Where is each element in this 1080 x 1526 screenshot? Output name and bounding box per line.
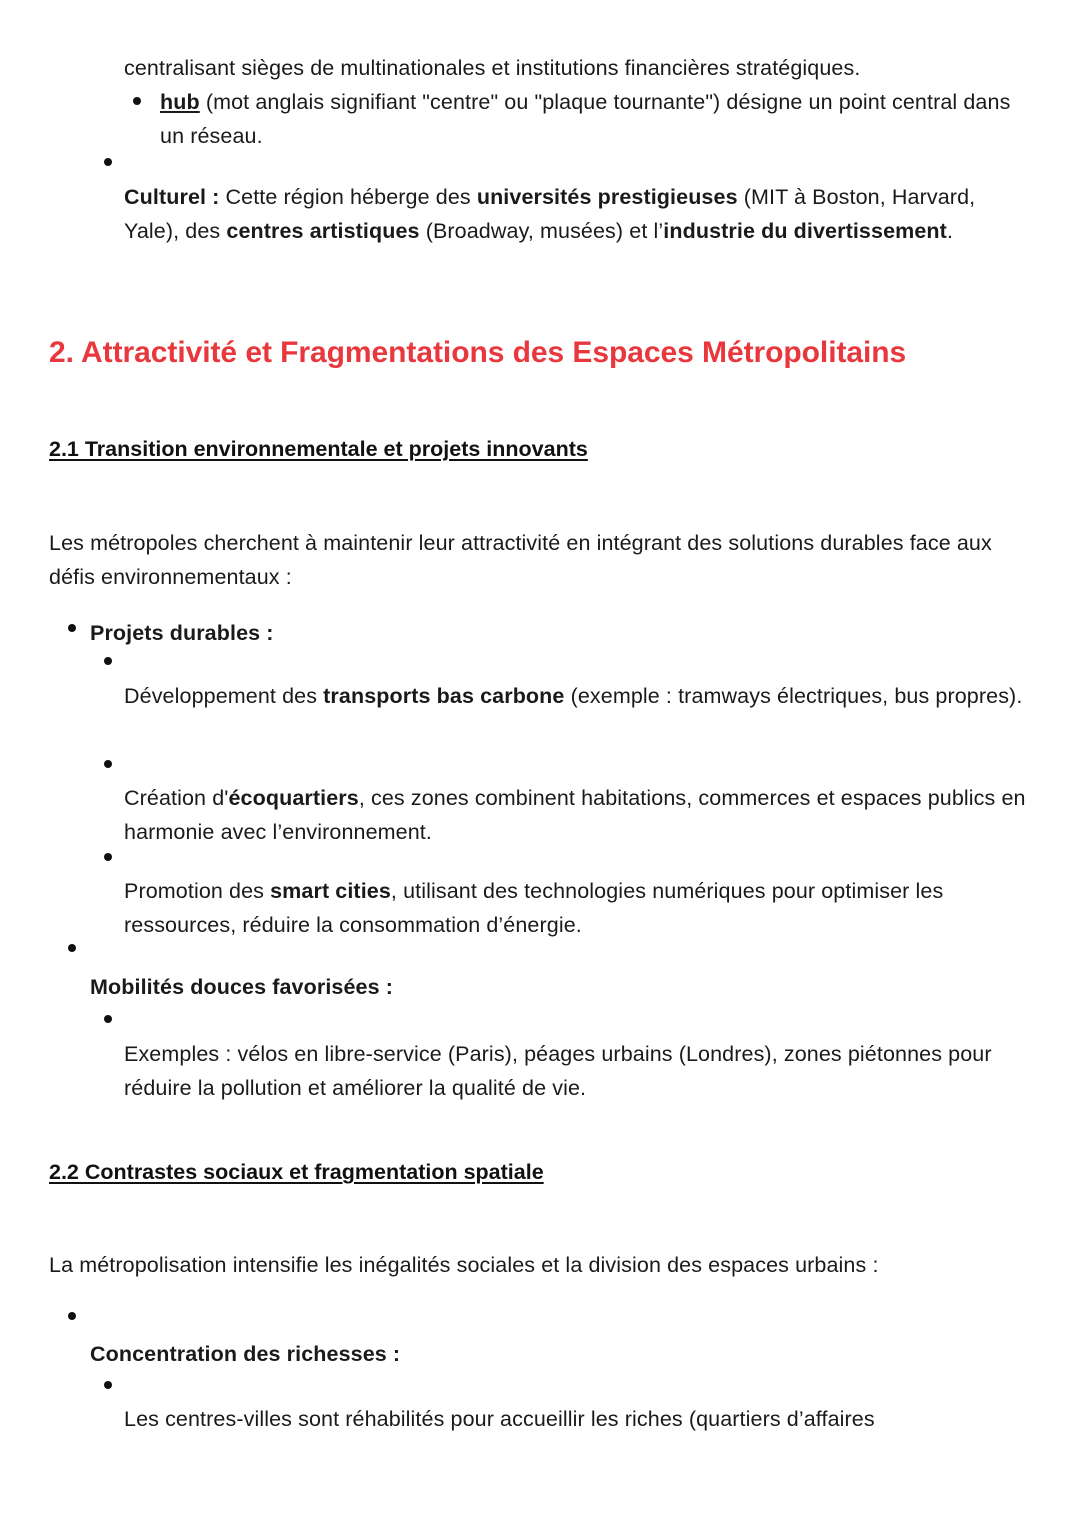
subsection-heading-2-2 xyxy=(49,1157,544,1187)
paragraph-continuation-text: centralisant sièges de multinationales et institutions financières stratégiques. xyxy=(124,56,861,80)
culturel-lead: Culturel : xyxy=(124,185,220,209)
subsection-heading-2-1 xyxy=(49,434,588,464)
list-item-mobilites-exemples xyxy=(124,1037,1029,1105)
list-item-centres-villes xyxy=(124,1402,1029,1436)
paragraph-2-1-intro xyxy=(49,526,1029,594)
ecoquartiers-text-2: , ces zones combinent habitations, commerces et espaces publics en harmonie avec l’environnement. xyxy=(124,786,1026,844)
ecoquartiers-bold-1: écoquartiers xyxy=(228,786,359,810)
bullet-concentration-richesses xyxy=(68,1312,76,1320)
bullet-hub xyxy=(133,97,141,105)
bullet-projets-durables xyxy=(68,624,76,632)
culturel-text-3: (Broadway, musées) et l’ xyxy=(419,219,664,243)
list-item-centres-villes-text: Les centres-villes sont réhabilités pour accueillir les riches (quartiers d’affaires xyxy=(124,1407,875,1431)
term-hub: hub xyxy=(160,90,200,114)
transports-bold-1: transports bas carbone xyxy=(323,684,565,708)
paragraph-2-1-intro-text: Les métropoles cherchent à maintenir leur attractivité en intégrant des solutions durables face aux défis environnementaux : xyxy=(49,531,992,589)
smart-cities-text-2: , utilisant des technologies numériques pour optimiser les ressources, réduire la consommation d’énergie. xyxy=(124,879,944,937)
transports-text-2: (exemple : tramways électriques, bus propres). xyxy=(564,684,1023,708)
section-heading-2-text: 2. Attractivité et Fragmentations des Espaces Métropolitains xyxy=(49,336,907,369)
term-hub-definition: (mot anglais signifiant "centre" ou "plaque tournante") désigne un point central dans un réseau. xyxy=(160,90,1011,148)
subsection-heading-2-1-text: 2.1 Transition environnementale et projets innovants xyxy=(49,437,588,461)
list-item-mobilites-exemples-text: Exemples : vélos en libre-service (Paris), péages urbains (Londres), zones piétonnes pour réduire la pollution et améliorer la qualité de vie. xyxy=(124,1042,992,1100)
section-heading-2 xyxy=(49,334,906,372)
bullet-centres-villes xyxy=(104,1381,112,1389)
list-label-projets-durables xyxy=(90,616,990,650)
culturel-bold-2: centres artistiques xyxy=(226,219,420,243)
list-item-culturel xyxy=(124,180,1014,248)
bullet-mobilites-exemples xyxy=(104,1015,112,1023)
culturel-bold-1: universités prestigieuses xyxy=(476,185,738,209)
bullet-smart-cities xyxy=(104,853,112,861)
smart-cities-text-1: Promotion des xyxy=(124,879,271,903)
bullet-transports-bas-carbone xyxy=(104,657,112,665)
bullet-ecoquartiers xyxy=(104,760,112,768)
transports-text-1: Développement des xyxy=(124,684,324,708)
list-item-transports-bas-carbone xyxy=(124,679,1029,713)
list-label-concentration-richesses-text: Concentration des richesses : xyxy=(90,1342,401,1366)
list-label-mobilites-douces xyxy=(90,970,990,1004)
culturel-text-4: . xyxy=(946,219,954,243)
subsection-heading-2-2-text: 2.2 Contrastes sociaux et fragmentation spatiale xyxy=(49,1160,544,1184)
paragraph-2-2-intro xyxy=(49,1248,1029,1282)
ecoquartiers-text-1: Création d' xyxy=(124,786,229,810)
list-label-projets-durables-text: Projets durables : xyxy=(90,621,274,645)
paragraph-2-2-intro-text: La métropolisation intensifie les inégalités sociales et la division des espaces urbains : xyxy=(49,1253,879,1277)
list-item-ecoquartiers xyxy=(124,781,1029,849)
bullet-culturel xyxy=(104,158,112,166)
culturel-bold-3: industrie du divertissement xyxy=(663,219,947,243)
paragraph-continuation xyxy=(124,51,1024,85)
list-item-hub xyxy=(160,85,1030,153)
culturel-text-1: Cette région héberge des xyxy=(219,185,477,209)
list-label-mobilites-douces-text: Mobilités douces favorisées : xyxy=(90,975,394,999)
list-label-concentration-richesses xyxy=(90,1337,990,1371)
list-item-smart-cities xyxy=(124,874,1034,942)
smart-cities-bold-1: smart cities xyxy=(270,879,391,903)
bullet-mobilites-douces xyxy=(68,944,76,952)
culturel-text-2: (MIT à Boston, Harvard, Yale), des xyxy=(124,185,976,243)
